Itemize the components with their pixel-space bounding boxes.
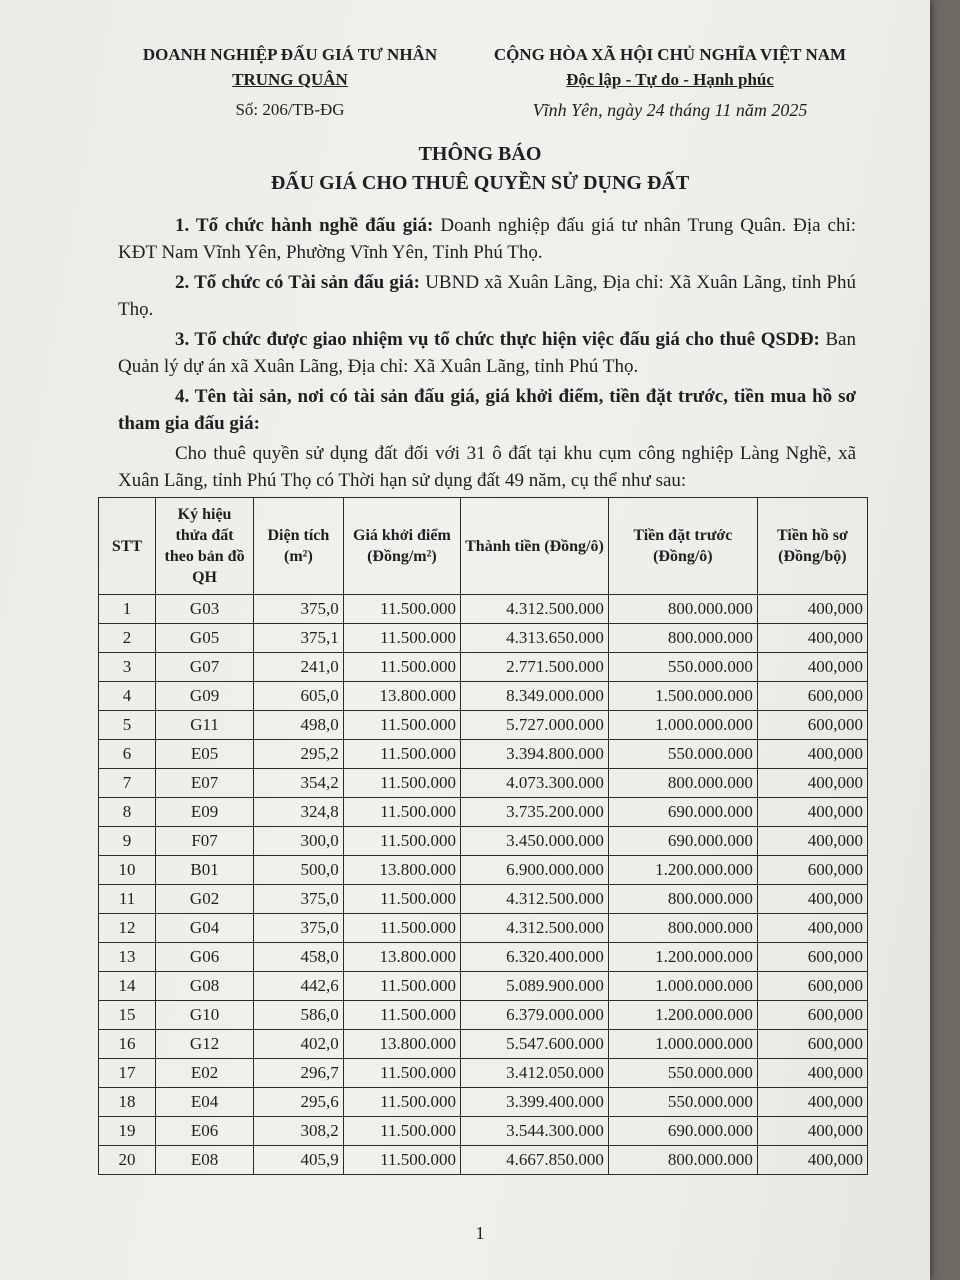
cell-total: 5.089.900.000 <box>461 972 609 1001</box>
cell-lot-code: G11 <box>156 711 254 740</box>
cell-dossier-fee: 400,000 <box>757 740 867 769</box>
cell-stt: 11 <box>99 885 156 914</box>
cell-lot-code: G07 <box>156 653 254 682</box>
cell-lot-code: E07 <box>156 769 254 798</box>
table-body <box>99 595 868 1175</box>
cell-total: 3.394.800.000 <box>461 740 609 769</box>
cell-dossier-fee: 600,000 <box>757 856 867 885</box>
cell-area: 375,1 <box>254 624 344 653</box>
cell-deposit: 690.000.000 <box>608 798 757 827</box>
cell-dossier-fee: 600,000 <box>757 1030 867 1059</box>
cell-dossier-fee: 400,000 <box>757 769 867 798</box>
cell-lot-code: G05 <box>156 624 254 653</box>
cell-deposit: 690.000.000 <box>608 1117 757 1146</box>
cell-stt: 6 <box>99 740 156 769</box>
document-number: Số: 206/TB-ĐG <box>235 100 345 119</box>
cell-total: 4.312.500.000 <box>461 595 609 624</box>
cell-start-price: 11.500.000 <box>343 1001 460 1030</box>
section-3-label: 3. Tổ chức được giao nhiệm vụ tổ chức thực hiện việc đấu giá cho thuê QSDĐ: <box>175 329 820 350</box>
issuer-name-line1: DOANH NGHIỆP ĐẤU GIÁ TƯ NHÂN <box>142 45 438 64</box>
cell-total: 3.399.400.000 <box>461 1088 609 1117</box>
cell-lot-code: G02 <box>156 885 254 914</box>
cell-start-price: 11.500.000 <box>343 972 460 1001</box>
header-dossier-fee: Tiền hồ sơ (Đồng/bộ) <box>757 498 867 595</box>
cell-start-price: 13.800.000 <box>343 943 460 972</box>
cell-stt: 20 <box>99 1146 156 1175</box>
cell-start-price: 11.500.000 <box>343 914 460 943</box>
cell-deposit: 690.000.000 <box>608 827 757 856</box>
cell-stt: 4 <box>99 682 156 711</box>
section-3-text: Ban Quản lý dự án xã Xuân Lãng, Địa chỉ: Xã Xuân Lãng, tỉnh Phú Thọ. <box>118 329 856 377</box>
cell-area: 296,7 <box>254 1059 344 1088</box>
table-row <box>99 624 868 653</box>
cell-lot-code: G06 <box>156 943 254 972</box>
cell-deposit: 1.500.000.000 <box>608 682 757 711</box>
document-subtitle: ĐẤU GIÁ CHO THUÊ QUYỀN SỬ DỤNG ĐẤT <box>270 172 690 194</box>
header-area <box>254 498 344 595</box>
cell-dossier-fee: 400,000 <box>757 798 867 827</box>
section-1-label: 1. Tổ chức hành nghề đấu giá: <box>175 215 434 236</box>
cell-lot-code: F07 <box>156 827 254 856</box>
cell-start-price: 13.800.000 <box>343 856 460 885</box>
cell-total: 3.735.200.000 <box>461 798 609 827</box>
document-title: THÔNG BÁO <box>418 143 542 165</box>
cell-total: 3.412.050.000 <box>461 1059 609 1088</box>
section-4-label: 4. Tên tài sản, nơi có tài sản đấu giá, giá khởi điểm, tiền đặt trước, tiền mua hồ sơ tham gia đấu giá: <box>118 386 856 434</box>
table-row <box>99 1030 868 1059</box>
cell-dossier-fee: 400,000 <box>757 1117 867 1146</box>
cell-area: 295,2 <box>254 740 344 769</box>
table-header-row <box>99 498 868 595</box>
cell-deposit: 800.000.000 <box>608 769 757 798</box>
table-row <box>99 769 868 798</box>
cell-deposit: 800.000.000 <box>608 885 757 914</box>
cell-start-price: 11.500.000 <box>343 885 460 914</box>
cell-deposit: 800.000.000 <box>608 624 757 653</box>
cell-start-price: 11.500.000 <box>343 827 460 856</box>
page-number: 1 <box>475 1223 485 1243</box>
section-2-label: 2. Tổ chức có Tài sản đấu giá: <box>175 272 421 293</box>
cell-total: 4.312.500.000 <box>461 885 609 914</box>
table-row <box>99 1117 868 1146</box>
table-row <box>99 914 868 943</box>
cell-deposit: 1.000.000.000 <box>608 972 757 1001</box>
cell-start-price: 13.800.000 <box>343 1030 460 1059</box>
cell-stt: 13 <box>99 943 156 972</box>
table-row <box>99 1059 868 1088</box>
header-start-price <box>343 498 460 595</box>
table-row <box>99 711 868 740</box>
header-area-unit: (m²) <box>284 548 313 565</box>
issuer-block <box>105 42 475 92</box>
table-row <box>99 885 868 914</box>
table-row <box>99 595 868 624</box>
cell-lot-code: G03 <box>156 595 254 624</box>
cell-start-price: 11.500.000 <box>343 1088 460 1117</box>
cell-total: 4.312.500.000 <box>461 914 609 943</box>
header-stt: STT <box>99 498 156 595</box>
header-total: Thành tiền (Đồng/ô) <box>461 498 609 595</box>
cell-area: 375,0 <box>254 885 344 914</box>
cell-dossier-fee: 400,000 <box>757 827 867 856</box>
cell-stt: 8 <box>99 798 156 827</box>
cell-dossier-fee: 600,000 <box>757 711 867 740</box>
cell-dossier-fee: 600,000 <box>757 682 867 711</box>
section-3 <box>118 326 856 380</box>
cell-lot-code: E08 <box>156 1146 254 1175</box>
header-area-label: Diện tích <box>267 527 330 544</box>
cell-total: 4.073.300.000 <box>461 769 609 798</box>
cell-start-price: 11.500.000 <box>343 1059 460 1088</box>
cell-stt: 3 <box>99 653 156 682</box>
cell-start-price: 11.500.000 <box>343 798 460 827</box>
cell-area: 375,0 <box>254 595 344 624</box>
cell-deposit: 800.000.000 <box>608 595 757 624</box>
cell-deposit: 800.000.000 <box>608 914 757 943</box>
cell-area: 402,0 <box>254 1030 344 1059</box>
intro-paragraph: Cho thuê quyền sử dụng đất đối với 31 ô đất tại khu cụm công nghiệp Làng Nghề, xã Xuân Lãng, tỉnh Phú Thọ có Thời hạn sử dụng đất 49 năm, cụ thể như sau: <box>118 443 856 491</box>
section-1 <box>118 212 856 266</box>
national-title: CỘNG HÒA XÃ HỘI CHỦ NGHĨA VIỆT NAM <box>493 45 847 64</box>
cell-lot-code: E04 <box>156 1088 254 1117</box>
cell-stt: 7 <box>99 769 156 798</box>
cell-dossier-fee: 400,000 <box>757 1088 867 1117</box>
cell-stt: 19 <box>99 1117 156 1146</box>
cell-stt: 5 <box>99 711 156 740</box>
cell-area: 458,0 <box>254 943 344 972</box>
section-2-text: UBND xã Xuân Lãng, Địa chỉ: Xã Xuân Lãng, tỉnh Phú Thọ. <box>118 272 856 320</box>
cell-total: 3.450.000.000 <box>461 827 609 856</box>
section-1-text: Doanh nghiệp đấu giá tư nhân Trung Quân. Địa chỉ: KĐT Nam Vĩnh Yên, Phường Vĩnh Yên, Tỉnh Phú Thọ. <box>118 215 857 263</box>
cell-dossier-fee: 400,000 <box>757 653 867 682</box>
cell-area: 375,0 <box>254 914 344 943</box>
table-row <box>99 682 868 711</box>
cell-dossier-fee: 400,000 <box>757 1059 867 1088</box>
cell-lot-code: E02 <box>156 1059 254 1088</box>
cell-area: 300,0 <box>254 827 344 856</box>
cell-deposit: 550.000.000 <box>608 653 757 682</box>
table-row <box>99 972 868 1001</box>
cell-dossier-fee: 400,000 <box>757 624 867 653</box>
cell-total: 6.320.400.000 <box>461 943 609 972</box>
cell-lot-code: B01 <box>156 856 254 885</box>
cell-stt: 1 <box>99 595 156 624</box>
cell-lot-code: G12 <box>156 1030 254 1059</box>
cell-area: 500,0 <box>254 856 344 885</box>
cell-area: 241,0 <box>254 653 344 682</box>
cell-dossier-fee: 400,000 <box>757 885 867 914</box>
cell-lot-code: G10 <box>156 1001 254 1030</box>
cell-dossier-fee: 400,000 <box>757 595 867 624</box>
cell-total: 4.667.850.000 <box>461 1146 609 1175</box>
cell-deposit: 1.200.000.000 <box>608 1001 757 1030</box>
national-motto: Độc lập - Tự do - Hạnh phúc <box>566 70 774 89</box>
cell-total: 6.900.000.000 <box>461 856 609 885</box>
cell-area: 498,0 <box>254 711 344 740</box>
cell-deposit: 550.000.000 <box>608 1059 757 1088</box>
cell-total: 4.313.650.000 <box>461 624 609 653</box>
cell-stt: 16 <box>99 1030 156 1059</box>
cell-area: 442,6 <box>254 972 344 1001</box>
cell-start-price: 11.500.000 <box>343 1146 460 1175</box>
table-row <box>99 1088 868 1117</box>
cell-start-price: 11.500.000 <box>343 769 460 798</box>
cell-stt: 17 <box>99 1059 156 1088</box>
cell-lot-code: G04 <box>156 914 254 943</box>
cell-lot-code: G08 <box>156 972 254 1001</box>
land-lot-table <box>98 497 868 1175</box>
cell-stt: 9 <box>99 827 156 856</box>
cell-total: 6.379.000.000 <box>461 1001 609 1030</box>
document-body <box>118 212 856 497</box>
cell-total: 8.349.000.000 <box>461 682 609 711</box>
issuer-name-line2: TRUNG QUÂN <box>232 70 348 89</box>
cell-dossier-fee: 400,000 <box>757 1146 867 1175</box>
cell-total: 3.544.300.000 <box>461 1117 609 1146</box>
cell-dossier-fee: 600,000 <box>757 1001 867 1030</box>
cell-start-price: 11.500.000 <box>343 624 460 653</box>
cell-area: 295,6 <box>254 1088 344 1117</box>
cell-total: 5.727.000.000 <box>461 711 609 740</box>
cell-deposit: 1.000.000.000 <box>608 711 757 740</box>
national-header <box>470 42 870 92</box>
cell-stt: 14 <box>99 972 156 1001</box>
cell-lot-code: E05 <box>156 740 254 769</box>
header-price-unit: (Đồng/m²) <box>367 548 437 565</box>
cell-start-price: 13.800.000 <box>343 682 460 711</box>
cell-stt: 2 <box>99 624 156 653</box>
cell-total: 2.771.500.000 <box>461 653 609 682</box>
cell-dossier-fee: 600,000 <box>757 943 867 972</box>
cell-lot-code: E09 <box>156 798 254 827</box>
table-row <box>99 1146 868 1175</box>
cell-dossier-fee: 400,000 <box>757 914 867 943</box>
cell-area: 405,9 <box>254 1146 344 1175</box>
cell-stt: 18 <box>99 1088 156 1117</box>
cell-start-price: 11.500.000 <box>343 1117 460 1146</box>
table-row <box>99 653 868 682</box>
cell-stt: 15 <box>99 1001 156 1030</box>
cell-start-price: 11.500.000 <box>343 711 460 740</box>
section-4 <box>118 383 856 437</box>
place-date: Vĩnh Yên, ngày 24 tháng 11 năm 2025 <box>532 100 808 120</box>
header-lot-code: Ký hiệu thửa đất theo bản đồ QH <box>156 498 254 595</box>
table-row <box>99 1001 868 1030</box>
cell-deposit: 800.000.000 <box>608 1146 757 1175</box>
header-deposit: Tiền đặt trước (Đồng/ô) <box>608 498 757 595</box>
cell-start-price: 11.500.000 <box>343 595 460 624</box>
cell-start-price: 11.500.000 <box>343 653 460 682</box>
table-row <box>99 827 868 856</box>
cell-area: 308,2 <box>254 1117 344 1146</box>
cell-lot-code: E06 <box>156 1117 254 1146</box>
header-price-label: Giá khởi điểm <box>353 527 451 544</box>
cell-dossier-fee: 600,000 <box>757 972 867 1001</box>
cell-deposit: 550.000.000 <box>608 740 757 769</box>
section-2 <box>118 269 856 323</box>
cell-deposit: 1.000.000.000 <box>608 1030 757 1059</box>
table-row <box>99 943 868 972</box>
cell-area: 324,8 <box>254 798 344 827</box>
cell-total: 5.547.600.000 <box>461 1030 609 1059</box>
cell-deposit: 550.000.000 <box>608 1088 757 1117</box>
table-row <box>99 798 868 827</box>
cell-deposit: 1.200.000.000 <box>608 856 757 885</box>
cell-lot-code: G09 <box>156 682 254 711</box>
table-row <box>99 856 868 885</box>
table-row <box>99 740 868 769</box>
cell-stt: 12 <box>99 914 156 943</box>
cell-deposit: 1.200.000.000 <box>608 943 757 972</box>
cell-area: 605,0 <box>254 682 344 711</box>
cell-start-price: 11.500.000 <box>343 740 460 769</box>
cell-stt: 10 <box>99 856 156 885</box>
cell-area: 586,0 <box>254 1001 344 1030</box>
cell-area: 354,2 <box>254 769 344 798</box>
